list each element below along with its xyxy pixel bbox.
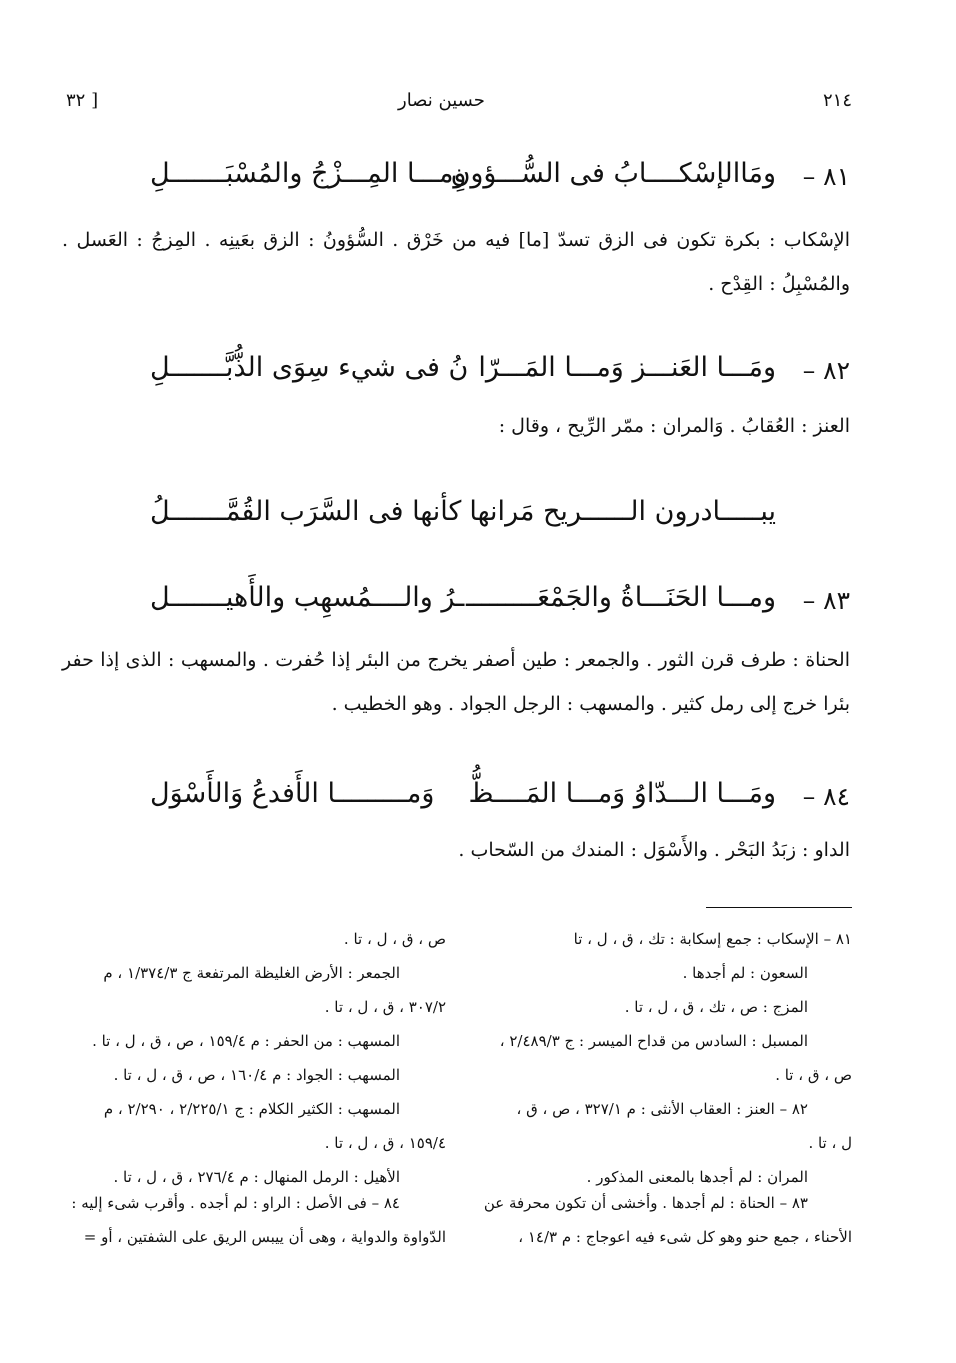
section-bracket: [ ٣٢: [66, 90, 99, 111]
footnote-line: الجمعر : الأرض الغليظة المرتفعة ج ١/٣٧٤/٣ ، م: [103, 964, 400, 982]
gloss-83: الحناة : طرف قرن الثور . والجمعر : طين أصفر يخرج من البئر إذا حُفرت . والمسهب : الذى إذا حفر بئرا خرج إلى رمل كثير . والمسهب : الرجل الجواد . وهو الخطيب .: [62, 649, 850, 715]
footnote-line: ٨١ – الإسكاب : جمع إسكابة : تك ، ق ، ل ، تا: [573, 930, 852, 948]
footnote-line: الدّواوة والدواية ، وهى أن ييبس الريق على الشفتين ، أو =: [83, 1228, 446, 1246]
footnote-line: المسبل : السادس من قداح الميسر : ج ٢/٤٨٩/٣ ،: [499, 1032, 808, 1050]
gloss-81: الإسْكاب : بكرة تكون فى الزق تسدّ [ما] فيه من خَرْق . السُّؤونُ : الزق بعَينِه . المِزجُ : العَسل . والمُسْبِلُ : القِدْح .: [62, 229, 850, 295]
footnote-line: الأحناء ، جمع حنو وهو كل شىء فيه اعوجاج : م ١٤/٣ ،: [518, 1228, 852, 1246]
footnote-line: المزج : ص ، تك ، ق ، ل ، تا .: [624, 998, 808, 1016]
gloss-82: العنز : العُقابُ . وَالمران : ممّر الرِّيح ، وقال :: [498, 415, 850, 437]
verse-81-first-hemistich: ومَاالإسْكــــابُ فى السُّـــؤونِ: [450, 158, 776, 189]
footnote-line: ١٥٩/٤ ، ق ، ل ، تا .: [324, 1134, 446, 1152]
footnote-line: ٣٠٧/٢ ، ق ، ل ، تا .: [324, 998, 446, 1016]
verse-84-second-hemistich: وَمـــــــــا الأَفدعُ وَالأَسْوَل: [150, 778, 435, 809]
verse-number-84: ٨٤ –: [802, 782, 850, 811]
footnote-line: المسهب : الكثير الكلام : ج ٢/٢٢٥/١ ، ٢/٢٩٠ ، م: [103, 1100, 400, 1118]
verse-number-83: ٨٣ –: [802, 586, 850, 615]
footnote-line: المران : لم أجدها بالمعنى المذكور .: [586, 1168, 808, 1186]
verse-83-second-hemistich: ـرُ والــــمُسهِب والأَهيـــــــل: [150, 582, 465, 613]
quoted-verse-second-hemistich: كأنها فى السَّرَب القُمَّـــــــلُ: [150, 496, 462, 527]
footnote-line: ٨٣ – الحناة : لم أجدها . وأخشى أن تكون محرفة عن: [483, 1194, 808, 1212]
verse-number-82: ٨٢ –: [802, 356, 850, 385]
verse-84-first-hemistich: ومَـــا الـــدّاوُ وَمـــا المَــــظُّ: [468, 778, 776, 809]
footnote-line: ص ، ق ، ل ، تا .: [343, 930, 446, 948]
verse-81-second-hemistich: ومـــا المِـــزْجُ والمُسْبَـــــــلِ: [150, 158, 467, 189]
running-head-author: حسين نصار: [398, 90, 485, 111]
footnote-line: ٨٤ – فى الأصل : الراو : لم أجده . وأقرب شىء إليه :: [71, 1194, 400, 1212]
verse-number-81: ٨١ –: [802, 162, 850, 191]
footnote-line: الأهيل : الرمل المنهال : م ٢٧٦/٤ ، ق ، ل ، تا .: [113, 1168, 400, 1186]
footnote-line: ل ، تا .: [808, 1134, 852, 1152]
footnote-line: المسهب : من الحفر : م ١٥٩/٤ ، ص ، ق ، ل ، تا .: [92, 1032, 400, 1050]
footnote-line: ص ، ق ، تا .: [775, 1066, 852, 1084]
quoted-verse-first-hemistich: يبـــــادرون الــــــريح مَرانها: [469, 496, 776, 527]
gloss-84: الداو : زبَدُ البَحْر . والأَسْوَل : المندك من السّحاب .: [458, 839, 850, 861]
verse-82-first-hemistich: ومَـــا العَنـــز وَمـــا المَـــرّا: [478, 352, 776, 383]
footnote-line: ٨٢ – العنز : العقاب الأنثى : م ٣٢٧/١ ، ص ، ق ،: [516, 1100, 808, 1118]
footnote-separator: [706, 907, 852, 908]
footnote-line: السعون : لم أجدها .: [682, 964, 808, 982]
verse-82-second-hemistich: نُ فى شيء سِوَى الذُّبَّـــــــلِ: [150, 352, 469, 383]
page-number: ٢١٤: [822, 90, 852, 111]
footnote-line: المسهب : الجواد : م ١٦٠/٤ ، ص ، ق ، ل ، تا .: [113, 1066, 400, 1084]
verse-83-first-hemistich: ومـــا الحَنَـــاةُ والجَمْعَـــــــــ: [465, 582, 776, 613]
